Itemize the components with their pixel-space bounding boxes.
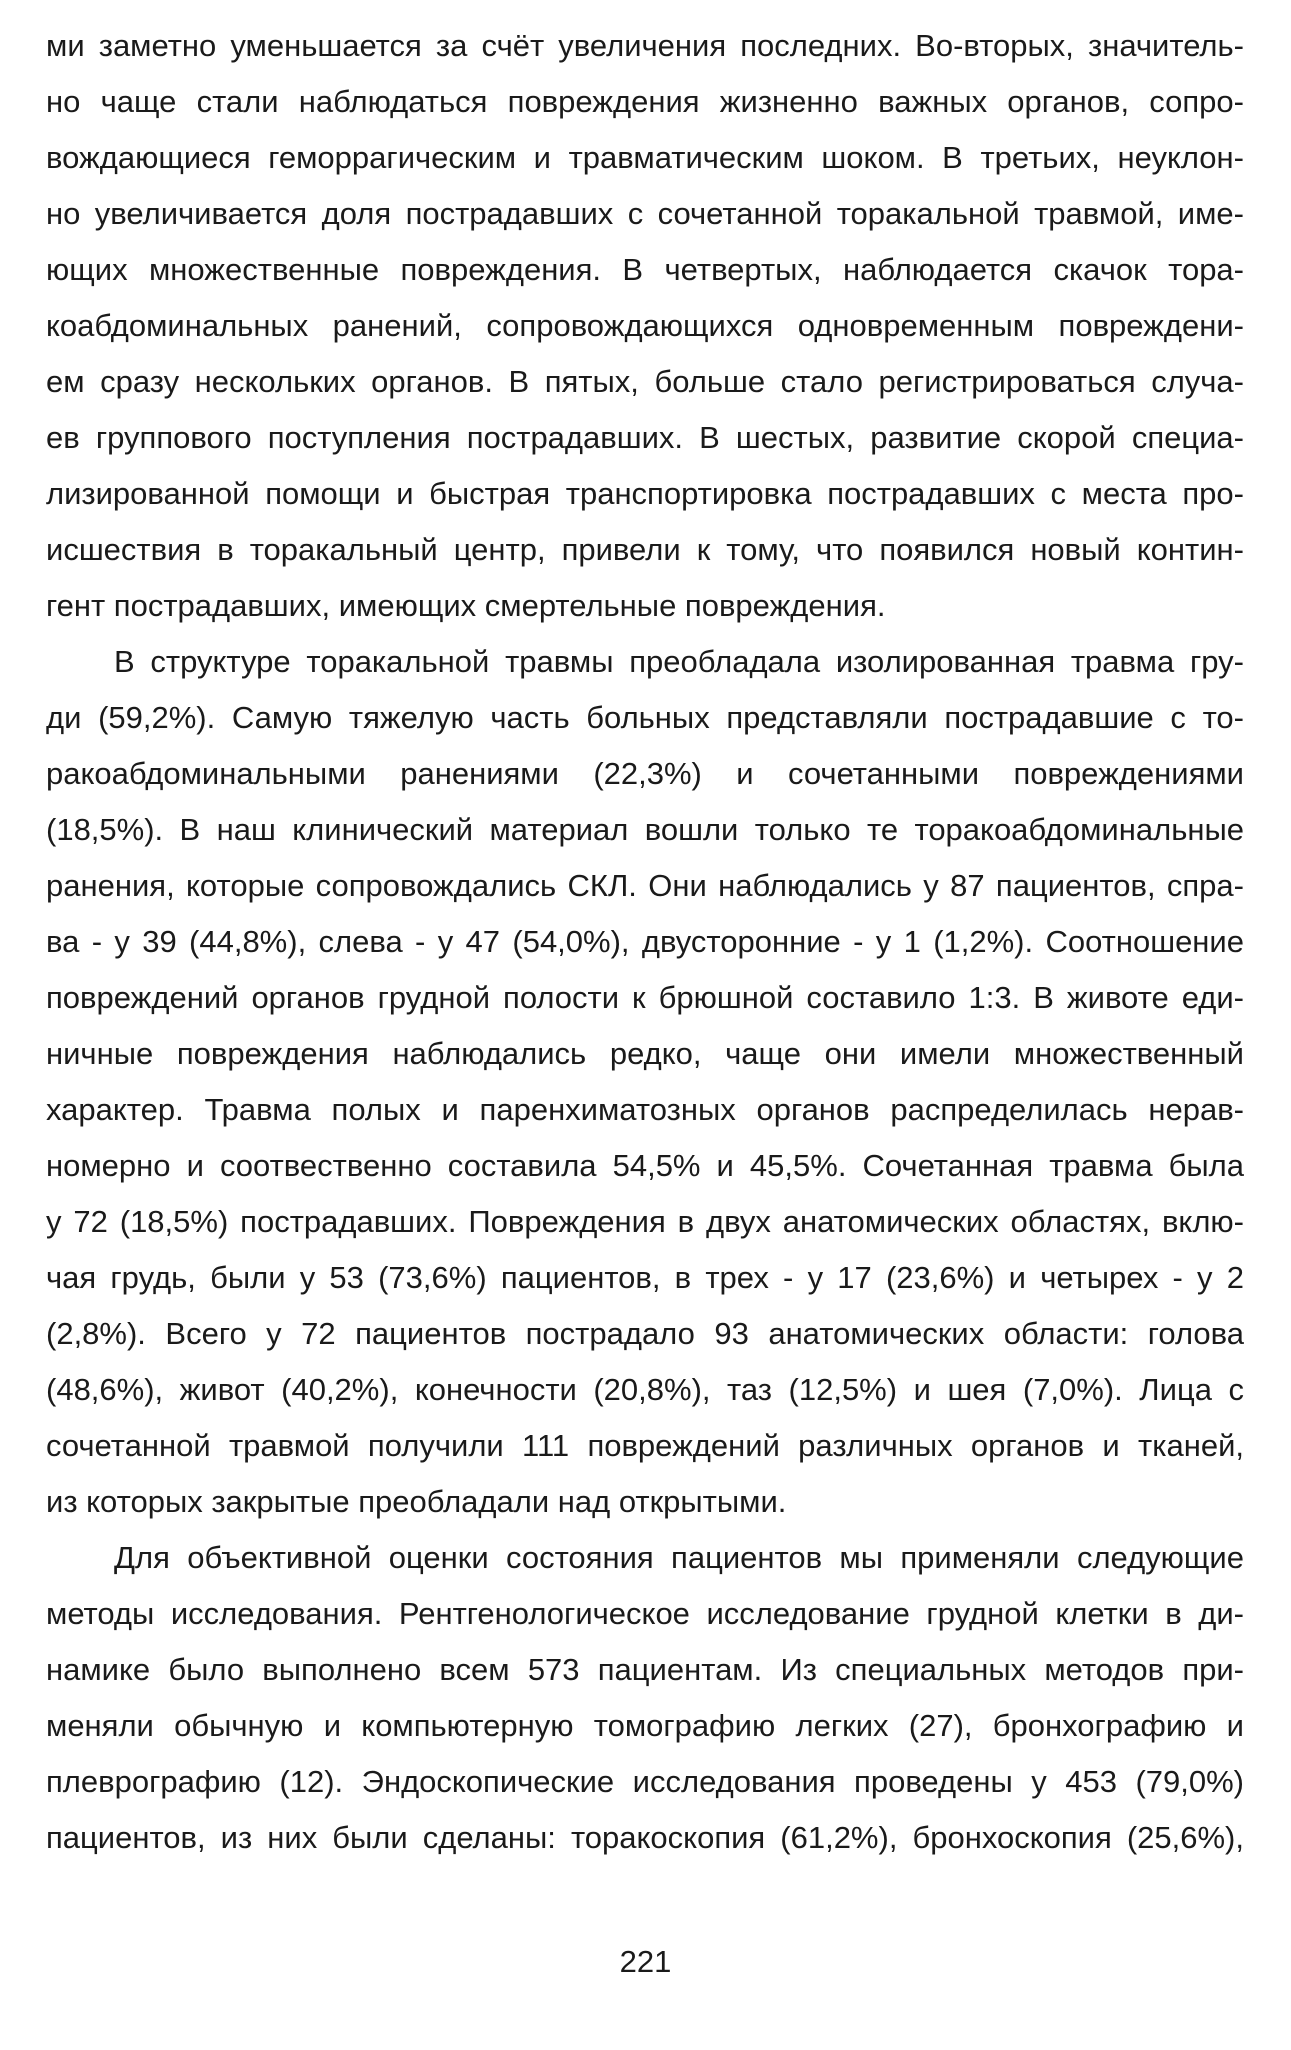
text-line: ди (59,2%). Самую тяжелую часть больных представляли пострадавшие с то- [46, 700, 1244, 735]
text-line: из которых закрытые преобладали над открытыми. [46, 1484, 787, 1519]
text-line: сочетанной травмой получили 111 повреждений различных органов и тканей, [46, 1428, 1244, 1463]
text-line: у 72 (18,5%) пострадавших. Повреждения в двух анатомических областях, вклю- [46, 1204, 1244, 1239]
text-line: гент пострадавших, имеющих смертельные повреждения. [46, 588, 886, 623]
text-line: (2,8%). Всего у 72 пациентов пострадало 93 анатомических области: голова [46, 1316, 1244, 1351]
paragraph-2 [46, 634, 1244, 1530]
text-line: ва - у 39 (44,8%), слева - у 47 (54,0%), двусторонние - у 1 (1,2%). Соотношение [46, 924, 1244, 959]
paragraph-3 [46, 1530, 1244, 1866]
text-line: пациентов, из них были сделаны: торакоскопия (61,2%), бронхоскопия (25,6%), [46, 1820, 1244, 1855]
text-line: но чаще стали наблюдаться повреждения жизненно важных органов, сопро- [46, 84, 1244, 119]
text-line: вождающиеся геморрагическим и травматическим шоком. В третьих, неуклон- [46, 140, 1244, 175]
text-line: коабдоминальных ранений, сопровождающихся одновременным повреждени- [46, 308, 1244, 343]
text-line: ракоабдоминальными ранениями (22,3%) и сочетанными повреждениями [46, 756, 1244, 791]
document-page [46, 18, 1244, 1866]
text-line: ющих множественные повреждения. В четвертых, наблюдается скачок тора- [46, 252, 1244, 287]
text-line: В структуре торакальной травмы преобладала изолированная травма гру- [114, 644, 1244, 679]
text-line: характер. Травма полых и паренхиматозных органов распределилась нерав- [46, 1092, 1244, 1127]
text-line: ми заметно уменьшается за счёт увеличения последних. Во-вторых, значитель- [46, 28, 1244, 63]
text-line: (18,5%). В наш клинический материал вошли только те торакоабдоминальные [46, 812, 1244, 847]
text-line: исшествия в торакальный центр, привели к тому, что появился новый контин- [46, 532, 1244, 567]
text-line: номерно и соотвественно составила 54,5% и 45,5%. Сочетанная травма была [46, 1148, 1244, 1183]
text-line: но увеличивается доля пострадавших с сочетанной торакальной травмой, име- [46, 196, 1244, 231]
text-line: (48,6%), живот (40,2%), конечности (20,8%), таз (12,5%) и шея (7,0%). Лица с [46, 1372, 1244, 1407]
text-line: лизированной помощи и быстрая транспортировка пострадавших с места про- [46, 476, 1244, 511]
text-line: ничные повреждения наблюдались редко, чаще они имели множественный [46, 1036, 1244, 1071]
text-line: Для объективной оценки состояния пациентов мы применяли следующие [114, 1540, 1244, 1575]
text-line: методы исследования. Рентгенологическое исследование грудной клетки в ди- [46, 1596, 1244, 1631]
text-line: чая грудь, были у 53 (73,6%) пациентов, в трех - у 17 (23,6%) и четырех - у 2 [46, 1260, 1244, 1295]
text-line: повреждений органов грудной полости к брюшной составило 1:3. В животе еди- [46, 980, 1244, 1015]
text-line: ев группового поступления пострадавших. В шестых, развитие скорой специа- [46, 420, 1244, 455]
page-number: 221 [619, 1944, 672, 1979]
text-line: ранения, которые сопровождались СКЛ. Они наблюдались у 87 пациентов, спра- [46, 868, 1244, 903]
paragraph-1 [46, 18, 1244, 634]
text-line: ем сразу нескольких органов. В пятых, больше стало регистрироваться случа- [46, 364, 1244, 399]
text-line: намике было выполнено всем 573 пациентам. Из специальных методов при- [46, 1652, 1244, 1687]
text-line: меняли обычную и компьютерную томографию легких (27), бронхографию и [46, 1708, 1244, 1743]
text-line: плеврографию (12). Эндоскопические исследования проведены у 453 (79,0%) [46, 1764, 1244, 1799]
